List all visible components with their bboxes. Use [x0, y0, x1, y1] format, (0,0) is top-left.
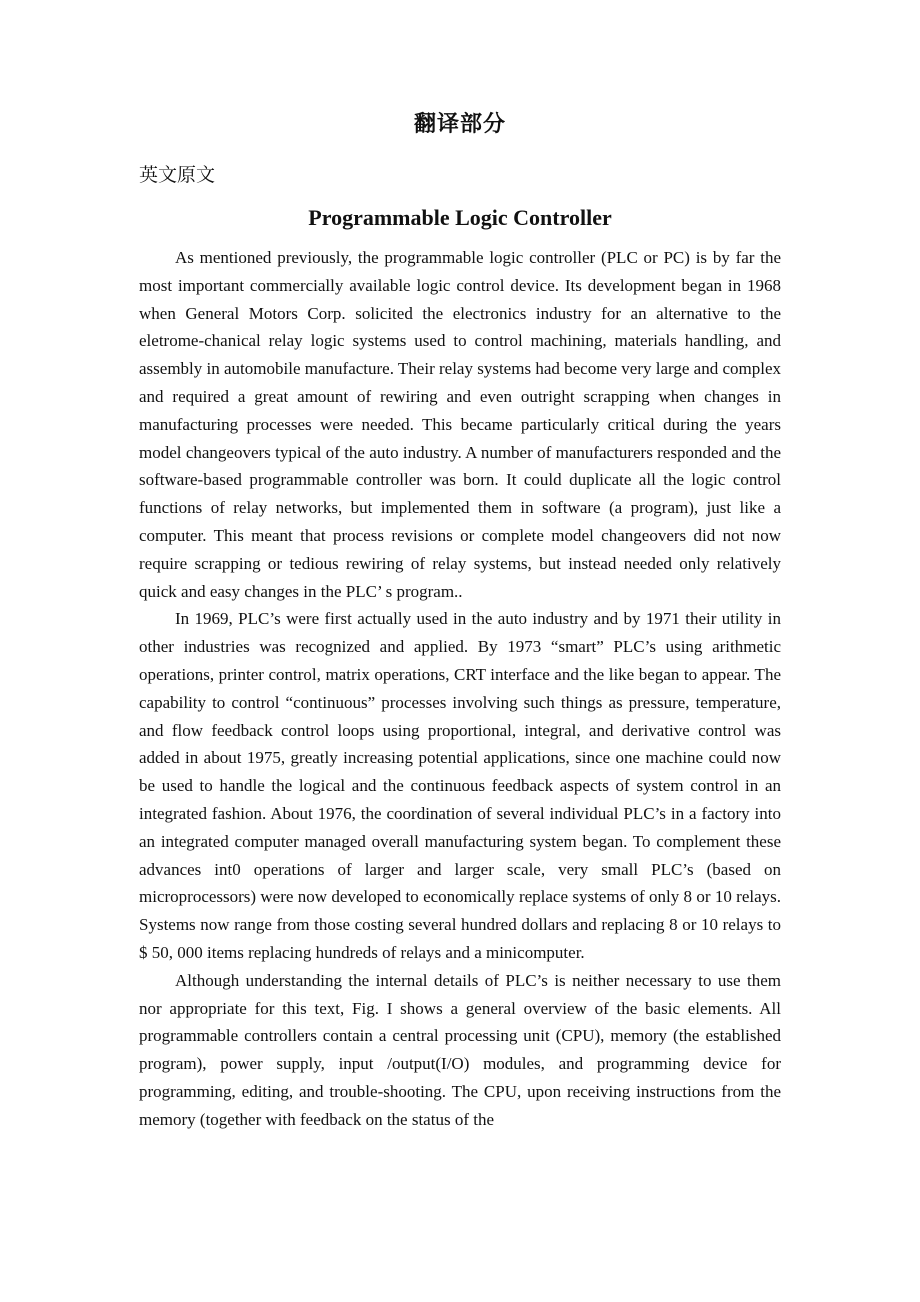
paragraph-2: In 1969, PLC’s were first actually used in the auto industry and by 1971 their utility in other industries was recognized and applied. By 1973 “smart” PLC’s using arithmetic operations, printer control, matrix operations, CRT interface and the like began to appear. The capability to control “continuous” processes involving such things as pressure, temperature, and flow feedback control loops using proportional, integral, and derivative control was added in about 1975, greatly increasing potential applications, since one machine could now be used to handle the logical and the continuous feedback aspects of system control in an integrated fashion. About 1976, the coordination of several individual PLC’s in a factory into an integrated computer managed overall manufacturing system began. To complement these advances int0 operations of larger and larger scale, very small PLC’s (based on microprocessors) were now developed to economically replace systems of only 8 or 10 relays. Systems now range from those costing several hundred dollars and replacing 8 or 10 relays to $ 50, 000 items replacing hundreds of relays and a minicomputer. — [139, 609, 781, 962]
page-heading: 翻译部分 — [413, 112, 506, 137]
paragraph-1: As mentioned previously, the programmable logic controller (PLC or PC) is by far the most important commercially available logic control device. Its development began in 1968 when General Motors Corp. solicited the electronics industry for an alternative to the eletrome-chanical relay logic systems used to control machining, materials handling, and assembly in automobile manufacture. Their relay systems had become very large and complex and required a great amount of rewiring and even outright scrapping when changes in manufacturing processes were needed. This became particularly critical during the years model changeovers typical of the auto industry. A number of manufacturers responded and the software-based programmable controller was born. It could duplicate all the logic control functions of relay networks, but implemented them in software (a program), just like a computer. This meant that process revisions or complete model changeovers did not now require scrapping or tedious rewiring of relay systems, but instead needed only relatively quick and easy changes in the PLC’ s program.. — [139, 248, 781, 601]
section-label: 英文原文 — [139, 164, 216, 186]
article-title: Programmable Logic Controller — [308, 205, 612, 230]
article-body — [139, 244, 781, 1134]
paragraph-3: Although understanding the internal details of PLC’s is neither necessary to use them nor appropriate for this text, Fig. I shows a general overview of the basic elements. All programmable controllers contain a central processing unit (CPU), memory (the established program), power supply, input /output(I/O) modules, and programming device for programming, editing, and trouble-shooting. The CPU, upon receiving instructions from the memory (together with feedback on the status of the — [139, 970, 781, 1129]
